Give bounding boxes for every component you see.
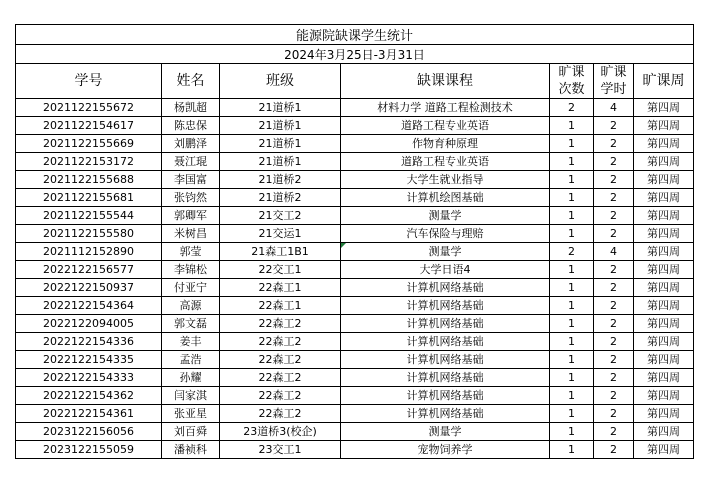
absence-count-cell: 2 (550, 243, 594, 261)
student-id-cell: 2021122155681 (16, 189, 162, 207)
class-cell: 22森工2 (220, 369, 341, 387)
absence-hours-cell: 2 (594, 315, 634, 333)
student-id-cell: 2022122156577 (16, 261, 162, 279)
absence-hours-cell: 2 (594, 423, 634, 441)
table-row (16, 135, 694, 153)
student-id-cell: 2021122155580 (16, 225, 162, 243)
student-name-cell: 闫家淇 (162, 387, 220, 405)
student-name-cell: 潘祯科 (162, 441, 220, 459)
class-cell: 21交工2 (220, 207, 341, 225)
student-id-cell: 2022122154336 (16, 333, 162, 351)
table-row (16, 297, 694, 315)
table-row (16, 351, 694, 369)
student-name-cell: 张亚星 (162, 405, 220, 423)
student-id-cell: 2023122155059 (16, 441, 162, 459)
table-row (16, 423, 694, 441)
course-cell: 作物育种原理 (341, 135, 550, 153)
student-name-cell: 姜丰 (162, 333, 220, 351)
absence-hours-cell: 2 (594, 279, 634, 297)
student-id-cell: 2021122155544 (16, 207, 162, 225)
student-id-cell: 2022122094005 (16, 315, 162, 333)
class-cell: 22森工2 (220, 315, 341, 333)
table-row (16, 99, 694, 117)
course-cell: 测量学 (341, 243, 550, 261)
table-row (16, 441, 694, 459)
absence-hours-cell: 2 (594, 387, 634, 405)
class-cell: 21道桥2 (220, 171, 341, 189)
student-name-cell: 张钧然 (162, 189, 220, 207)
class-cell: 22交工1 (220, 261, 341, 279)
absence-hours-cell: 2 (594, 117, 634, 135)
class-cell: 23交工1 (220, 441, 341, 459)
absence-hours-cell: 2 (594, 333, 634, 351)
student-name-cell: 李锦松 (162, 261, 220, 279)
absence-count-cell: 1 (550, 207, 594, 225)
absence-count-cell: 1 (550, 315, 594, 333)
class-cell: 22森工2 (220, 351, 341, 369)
absence-hours-cell: 2 (594, 369, 634, 387)
table-row (16, 225, 694, 243)
absence-week-cell: 第四周 (634, 441, 694, 459)
table-row (16, 261, 694, 279)
header-course: 缺课课程 (341, 64, 550, 99)
course-cell: 大学生就业指导 (341, 171, 550, 189)
course-cell: 计算机绘图基础 (341, 189, 550, 207)
date-range: 2024年3月25日-3月31日 (16, 45, 694, 64)
absence-hours-cell: 2 (594, 153, 634, 171)
course-cell: 大学日语4 (341, 261, 550, 279)
student-name-cell: 郭文磊 (162, 315, 220, 333)
student-name-cell: 孟浩 (162, 351, 220, 369)
table-body (16, 99, 694, 459)
student-id-cell: 2022122150937 (16, 279, 162, 297)
course-cell: 计算机网络基础 (341, 315, 550, 333)
student-id-cell: 2022122154362 (16, 387, 162, 405)
absence-hours-cell: 2 (594, 261, 634, 279)
absence-week-cell: 第四周 (634, 189, 694, 207)
table-row (16, 387, 694, 405)
absence-count-cell: 1 (550, 351, 594, 369)
course-cell: 道路工程专业英语 (341, 153, 550, 171)
table-row (16, 369, 694, 387)
course-cell: 材料力学 道路工程检测技术 (341, 99, 550, 117)
absence-hours-cell: 2 (594, 441, 634, 459)
course-cell: 计算机网络基础 (341, 369, 550, 387)
absence-hours-cell: 2 (594, 297, 634, 315)
absence-count-cell: 1 (550, 369, 594, 387)
course-cell: 计算机网络基础 (341, 297, 550, 315)
class-cell: 21道桥1 (220, 135, 341, 153)
absence-hours-cell: 2 (594, 135, 634, 153)
table-row (16, 243, 694, 261)
absence-week-cell: 第四周 (634, 243, 694, 261)
table-row (16, 153, 694, 171)
student-id-cell: 2021122153172 (16, 153, 162, 171)
absence-count-cell: 1 (550, 441, 594, 459)
student-id-cell: 2021122155672 (16, 99, 162, 117)
student-name-cell: 刘鹏泽 (162, 135, 220, 153)
course-cell: 计算机网络基础 (341, 405, 550, 423)
absence-week-cell: 第四周 (634, 333, 694, 351)
table-row (16, 315, 694, 333)
student-id-cell: 2021122154617 (16, 117, 162, 135)
absence-week-cell: 第四周 (634, 225, 694, 243)
absence-week-cell: 第四周 (634, 207, 694, 225)
absence-week-cell: 第四周 (634, 279, 694, 297)
course-cell: 计算机网络基础 (341, 279, 550, 297)
absence-week-cell: 第四周 (634, 153, 694, 171)
absence-week-cell: 第四周 (634, 117, 694, 135)
table-row (16, 279, 694, 297)
student-name-cell: 陈忠保 (162, 117, 220, 135)
absence-count-cell: 1 (550, 171, 594, 189)
student-name-cell: 李国富 (162, 171, 220, 189)
course-cell: 汽车保险与理赔 (341, 225, 550, 243)
student-id-cell: 2021112152890 (16, 243, 162, 261)
table-row (16, 117, 694, 135)
absence-week-cell: 第四周 (634, 135, 694, 153)
student-id-cell: 2022122154361 (16, 405, 162, 423)
absence-week-cell: 第四周 (634, 387, 694, 405)
course-cell: 计算机网络基础 (341, 333, 550, 351)
absence-count-cell: 2 (550, 99, 594, 117)
absence-count-cell: 1 (550, 135, 594, 153)
class-cell: 22森工2 (220, 333, 341, 351)
student-name-cell: 刘百舜 (162, 423, 220, 441)
student-name-cell: 米树昌 (162, 225, 220, 243)
class-cell: 22森工2 (220, 405, 341, 423)
class-cell: 21道桥1 (220, 99, 341, 117)
sheet-title: 能源院缺课学生统计 (16, 25, 694, 45)
absence-week-cell: 第四周 (634, 99, 694, 117)
student-name-cell: 郭莹 (162, 243, 220, 261)
absence-week-cell: 第四周 (634, 171, 694, 189)
class-cell: 22森工1 (220, 297, 341, 315)
header-absence-week: 旷课周 (634, 64, 694, 99)
course-cell: 计算机网络基础 (341, 351, 550, 369)
student-id-cell: 2022122154333 (16, 369, 162, 387)
absence-count-cell: 1 (550, 423, 594, 441)
student-id-cell: 2023122156056 (16, 423, 162, 441)
header-student-id: 学号 (16, 64, 162, 99)
table-row (16, 189, 694, 207)
header-absence-hours: 旷课 学时 (594, 64, 634, 99)
course-cell: 道路工程专业英语 (341, 117, 550, 135)
absence-hours-cell: 2 (594, 225, 634, 243)
absence-count-cell: 1 (550, 261, 594, 279)
class-cell: 21道桥1 (220, 153, 341, 171)
table-row (16, 171, 694, 189)
student-name-cell: 杨凯超 (162, 99, 220, 117)
class-cell: 22森工2 (220, 387, 341, 405)
absence-count-cell: 1 (550, 279, 594, 297)
absence-hours-cell: 2 (594, 171, 634, 189)
student-name-cell: 聂江琨 (162, 153, 220, 171)
course-cell: 计算机网络基础 (341, 387, 550, 405)
class-cell: 22森工1 (220, 279, 341, 297)
student-id-cell: 2021122155669 (16, 135, 162, 153)
class-cell: 21森工1B1 (220, 243, 341, 261)
table-row (16, 207, 694, 225)
absence-count-cell: 1 (550, 225, 594, 243)
absence-hours-cell: 2 (594, 351, 634, 369)
student-name-cell: 付亚宁 (162, 279, 220, 297)
class-cell: 23道桥3(校企) (220, 423, 341, 441)
student-name-cell: 郭卿军 (162, 207, 220, 225)
table-row (16, 405, 694, 423)
student-id-cell: 2022122154364 (16, 297, 162, 315)
class-cell: 21交运1 (220, 225, 341, 243)
student-id-cell: 2021122155688 (16, 171, 162, 189)
absence-week-cell: 第四周 (634, 405, 694, 423)
absence-table (15, 24, 694, 459)
absence-week-cell: 第四周 (634, 369, 694, 387)
absence-week-cell: 第四周 (634, 315, 694, 333)
absence-hours-cell: 2 (594, 405, 634, 423)
absence-count-cell: 1 (550, 387, 594, 405)
absence-count-cell: 1 (550, 153, 594, 171)
absence-week-cell: 第四周 (634, 423, 694, 441)
header-absence-count: 旷课 次数 (550, 64, 594, 99)
header-class: 班级 (220, 64, 341, 99)
absence-hours-cell: 2 (594, 207, 634, 225)
absence-week-cell: 第四周 (634, 297, 694, 315)
course-cell: 测量学 (341, 423, 550, 441)
absence-count-cell: 1 (550, 333, 594, 351)
absence-hours-cell: 4 (594, 99, 634, 117)
absence-week-cell: 第四周 (634, 351, 694, 369)
absence-hours-cell: 2 (594, 189, 634, 207)
course-cell: 宠物饲养学 (341, 441, 550, 459)
student-name-cell: 孙耀 (162, 369, 220, 387)
class-cell: 21道桥1 (220, 117, 341, 135)
absence-week-cell: 第四周 (634, 261, 694, 279)
absence-count-cell: 1 (550, 189, 594, 207)
class-cell: 21道桥2 (220, 189, 341, 207)
table-row (16, 333, 694, 351)
student-id-cell: 2022122154335 (16, 351, 162, 369)
absence-count-cell: 1 (550, 405, 594, 423)
absence-hours-cell: 4 (594, 243, 634, 261)
course-cell: 测量学 (341, 207, 550, 225)
absence-count-cell: 1 (550, 117, 594, 135)
header-name: 姓名 (162, 64, 220, 99)
absence-count-cell: 1 (550, 297, 594, 315)
student-name-cell: 高源 (162, 297, 220, 315)
